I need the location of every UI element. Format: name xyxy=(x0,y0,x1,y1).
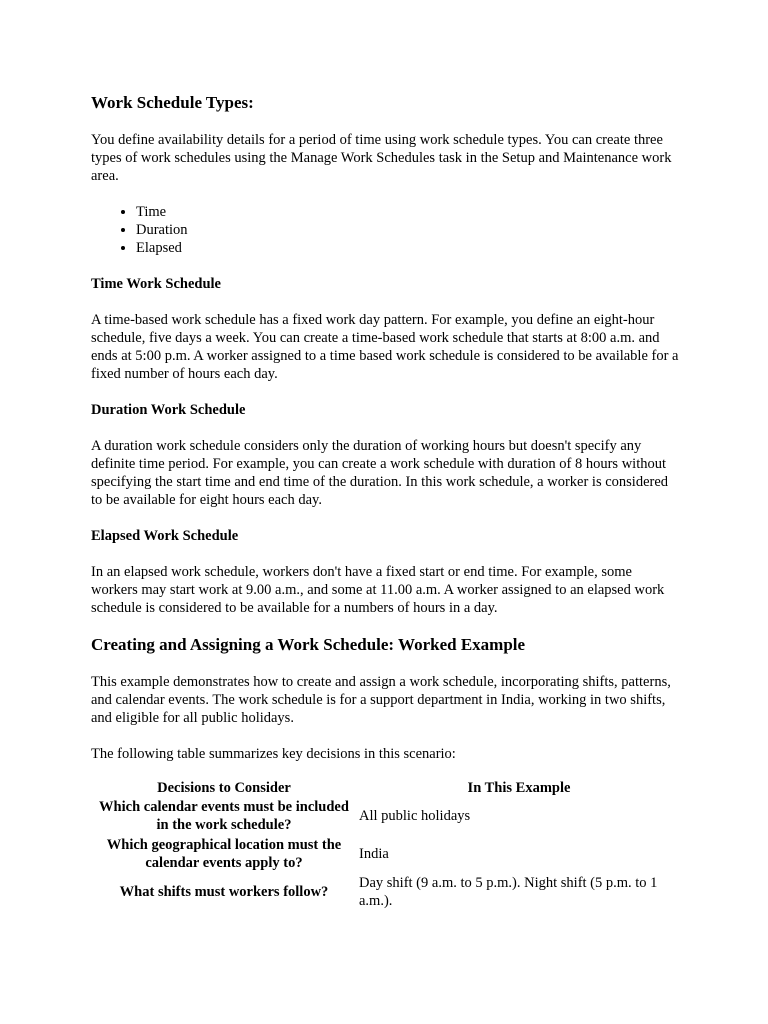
decision-answer: India xyxy=(359,846,389,862)
list-item: • Duration xyxy=(136,221,680,239)
heading-work-schedule-types: Work Schedule Types: xyxy=(91,93,254,112)
schedule-types-list xyxy=(91,203,680,257)
heading-time-work-schedule: Time Work Schedule xyxy=(91,276,221,292)
heading-elapsed-work-schedule: Elapsed Work Schedule xyxy=(91,528,239,544)
table-row xyxy=(91,873,681,911)
example-intro-paragraph: This example demonstrates how to create and assign a work schedule, incorporating shifts, patterns, and calendar events. The work schedule is for a support department in India, working in two shifts, and eligible for all public holidays. xyxy=(91,674,671,726)
table-header-row xyxy=(91,779,681,797)
time-schedule-paragraph: A time-based work schedule has a fixed work day pattern. For example, you define an eight-hour schedule, five days a week. You can create a time-based work schedule that starts at 8:00 a.m. and ends at 5:00 p.m. A worker assigned to a time based work schedule is considered to be available for a fixed number of hours each day. xyxy=(91,312,679,382)
table-row xyxy=(91,835,681,873)
decision-question: Which calendar events must be included in the work schedule? xyxy=(99,799,349,833)
table-intro-paragraph: The following table summarizes key decisions in this scenario: xyxy=(91,746,456,762)
elapsed-schedule-paragraph: In an elapsed work schedule, workers don't have a fixed start or end time. For example, some workers may start work at 9.00 a.m., and some at 11.00 a.m. A worker assigned to an elapsed work schedule is considered to be available for a numbers of hours in a day. xyxy=(91,564,665,616)
table-row xyxy=(91,797,681,835)
heading-worked-example: Creating and Assigning a Work Schedule: Worked Example xyxy=(91,635,526,654)
intro-paragraph: You define availability details for a period of time using work schedule types. You can create three types of work schedules using the Manage Work Schedules task in the Setup and Maintenance work area. xyxy=(91,132,672,184)
decision-answer: All public holidays xyxy=(359,808,471,824)
duration-schedule-paragraph: A duration work schedule considers only the duration of working hours but doesn't specify any definite time period. For example, you can create a work schedule with duration of 8 hours without specifying the start time and end time of the duration. In this work schedule, a worker is considered to be available for eight hours each day. xyxy=(91,438,669,508)
decisions-table xyxy=(91,779,681,911)
decision-answer: Day shift (9 a.m. to 5 p.m.). Night shift (5 p.m. to 1 a.m.). xyxy=(359,875,658,909)
list-item: • Elapsed xyxy=(136,239,680,257)
decision-question: What shifts must workers follow? xyxy=(119,884,329,900)
list-item: • Time xyxy=(136,203,680,221)
column-header: In This Example xyxy=(467,780,571,796)
heading-duration-work-schedule: Duration Work Schedule xyxy=(91,402,246,418)
decision-question: Which geographical location must the calendar events apply to? xyxy=(106,837,342,871)
column-header: Decisions to Consider xyxy=(157,780,291,796)
